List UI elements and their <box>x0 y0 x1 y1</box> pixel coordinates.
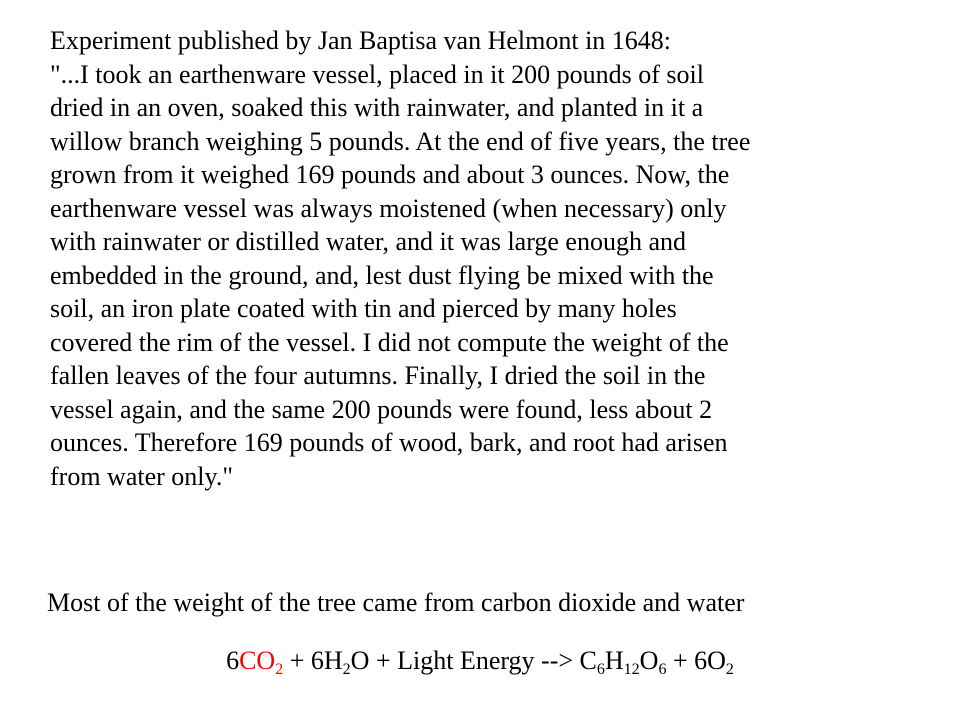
quote-line: from water only." <box>50 461 233 491</box>
experiment-quote <box>50 24 930 493</box>
water-term-prefix: + 6H <box>283 646 343 675</box>
quote-line: embedded in the ground, and, lest dust flying be mixed with the <box>50 260 714 290</box>
h2o-subscript: 2 <box>342 661 351 678</box>
quote-line: Experiment published by Jan Baptisa van Helmont in 1648: <box>50 26 672 55</box>
quote-line: ounces. Therefore 169 pounds of wood, bark, and root had arisen <box>50 428 728 457</box>
quote-line: "...I took an earthenware vessel, placed in it 200 pounds of soil <box>50 59 704 89</box>
co2-term <box>226 646 284 678</box>
glucose-c-subscript: 6 <box>596 661 605 678</box>
co2-letters: CO <box>239 646 276 675</box>
co2-subscript: 2 <box>275 661 284 678</box>
co2-coefficient: 6 <box>226 646 240 675</box>
glucose-h-letter: H <box>604 646 624 675</box>
quote-line: dried in an oven, soaked this with rainwater, and planted in it a <box>50 93 704 122</box>
water-light-arrow: O + Light Energy --> C <box>350 646 597 675</box>
conclusion-text: Most of the weight of the tree came from carbon dioxide and water <box>47 588 745 617</box>
quote-line: vessel again, and the same 200 pounds were found, less about 2 <box>50 394 713 424</box>
photosynthesis-equation <box>0 643 960 679</box>
oxygen-term-prefix: + 6O <box>666 646 726 675</box>
quote-line: earthenware vessel was always moistened (when necessary) only <box>50 193 727 223</box>
quote-line: fallen leaves of the four autumns. Finally, I dried the soil in the <box>50 361 706 390</box>
o2-subscript: 2 <box>725 661 734 678</box>
co2-formula <box>239 646 284 678</box>
glucose-o-letter: O <box>639 646 659 675</box>
quote-line: with rainwater or distilled water, and it was large enough and <box>50 227 687 256</box>
glucose-o-subscript: 6 <box>658 661 667 678</box>
quote-line: grown from it weighed 169 pounds and about 3 ounces. Now, the <box>50 160 730 189</box>
quote-line: covered the rim of the vessel. I did not compute the weight of the <box>50 327 729 357</box>
glucose-h-subscript: 12 <box>623 661 640 678</box>
quote-line: soil, an iron plate coated with tin and pierced by many holes <box>50 294 677 323</box>
quote-line: willow branch weighing 5 pounds. At the end of five years, the tree <box>50 126 751 156</box>
